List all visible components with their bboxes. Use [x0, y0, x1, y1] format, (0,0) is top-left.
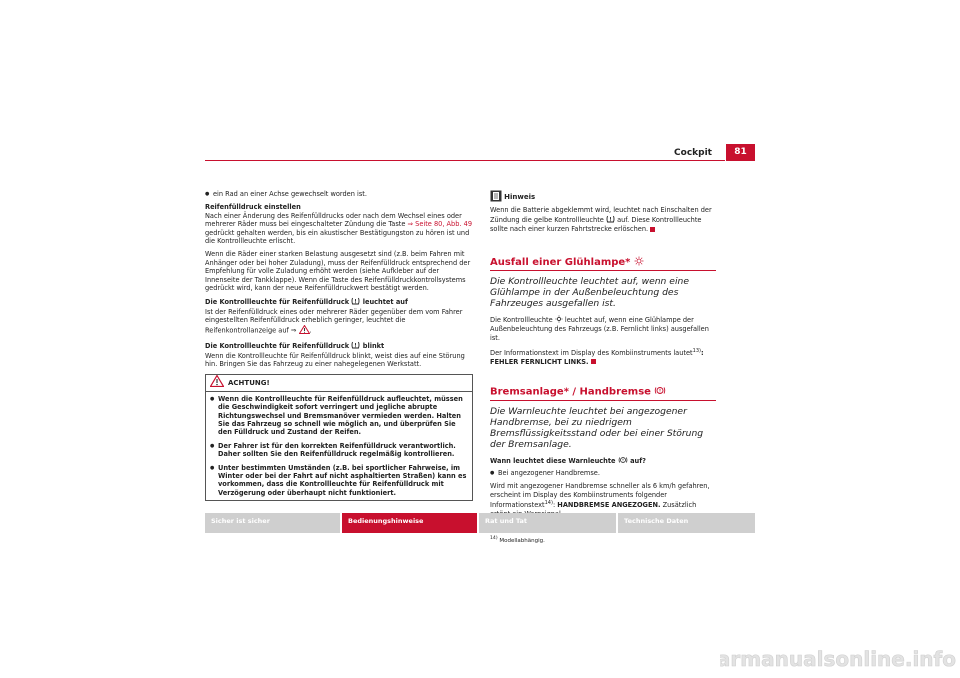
section-heading-bulb: Ausfall einer Glühlampe* — [490, 256, 716, 271]
link-page-80[interactable]: ⇒ Seite 80, Abb. 49 — [407, 220, 473, 229]
page-title: Cockpit — [674, 148, 712, 158]
tire-pressure-icon — [606, 215, 615, 225]
warning-header: ACHTUNG! — [206, 375, 472, 390]
end-mark — [591, 359, 596, 364]
section-subtitle-bulb: Die Kontrollleuchte leuchtet auf, wenn eine Glühlampe in der Außenbeleuchtung des Fahrzeuges ausgefallen ist. — [490, 276, 689, 310]
footer-tab-operation[interactable]: Bedienungshinweise — [342, 513, 477, 533]
warning-item: ● Der Fahrer ist für den korrekten Reifenfülldruck verantwortlich. Daher sollten Sie den Reifenfülldruck regelmäßig kontrollieren. — [210, 442, 468, 459]
heading-set-pressure: Reifenfülldruck einstellen — [205, 203, 301, 212]
info-icon — [490, 190, 502, 204]
page-number: 81 — [726, 144, 755, 161]
paragraph-bulb-1: Die Kontrollleuchte leuchtet auf, wenn eine Glühlampe der Außenbeleuchtung des Fahrzeugs (z.B. Fernlicht links) ausgefallen ist. — [490, 316, 709, 342]
warning-box — [205, 374, 473, 501]
heading-brake-when: Wann leuchtet diese Warnleuchte auf? — [490, 456, 646, 465]
bulb-icon — [555, 315, 563, 325]
paragraph-light-on: Ist der Reifenfülldruck eines oder mehrerer Räder gegenüber dem vom Fahrer eingestellten Reifenfülldruck erheblich geringer, leuchtet die Reifenkontrollanzeige auf ⇒ . — [205, 307, 463, 335]
watermark-logo — [720, 644, 960, 674]
bullet-axle: ● ein Rad an einer Achse gewechselt worden ist. — [205, 190, 473, 198]
end-mark — [650, 227, 655, 232]
heading-light-on: Die Kontrollleuchte für Reifenfülldruck leuchtet auf — [205, 298, 408, 307]
note-header: Hinweis — [490, 190, 716, 204]
paragraph-load: Wenn die Räder einer starken Belastung ausgesetzt sind (z.B. beim Fahren mit Anhänger oder bei hoher Zuladung), muss der Reifenfülldruck entsprechend der Empfehlung für volle Zuladung erhöht werden (siehe Aufkleber auf der Innenseite der Tankklappe). Wenn die Taste des Reifenfülldruckkontrollsystems gedrückt wird, kann der neue Reifenfülldruckwert bestätigt werden. — [205, 250, 471, 293]
bullet-handbrake: ● Bei angezogener Handbremse. — [490, 469, 716, 477]
bulb-icon — [634, 256, 644, 268]
section-subtitle-brake: Die Warnleuchte leuchtet bei angezogener Handbremse, bei zu niedrigem Bremsflüssigkeitsstand oder bei einer Störung der Bremsanlage. — [490, 405, 704, 450]
paragraph-bulb-2: Der Informationstext im Display des Kombiinstruments lautet$^{13)}$: FEHLER FERNLICHT LINKS. — [490, 348, 704, 366]
paragraph-light-blink: Wenn die Kontrollleuchte für Reifenfülldruck blinkt, weist dies auf eine Störung hin. Bringen Sie das Fahrzeug zu einer nahegelegenen Werkstatt. — [205, 351, 465, 368]
paragraph-set-pressure: Nach einer Änderung des Reifenfülldrucks oder nach dem Wechsel eines oder mehrerer Räder muss bei eingeschalteter Zündung die Taste ⇒ Seite 80, Abb. 49 gedrückt gehalten werden, bis ein akustischer Bestätigungston zu hören ist und die Kontrollleuchte erlischt. — [205, 211, 473, 246]
paragraph-brake: Wird mit angezogener Handbremse schneller als 6 km/h gefahren, erscheint im Display des Kombiinstruments folgender Informationstext$^{14)}$: HANDBREMSE ANGEZOGEN. Zusätzlich — [490, 482, 710, 510]
right-column — [490, 190, 716, 545]
footer-tab-technical[interactable]: Technische Daten — [618, 513, 755, 533]
watermark-text: carmanualsonline.info — [720, 647, 956, 671]
heading-light-blink: Die Kontrollleuchte für Reifenfülldruck blinkt — [205, 342, 385, 351]
brake-warning-icon — [618, 456, 628, 466]
header-rule — [205, 160, 725, 161]
footnote-14: $^{14)}$ Modellabhängig. — [490, 536, 545, 544]
left-column — [205, 190, 473, 501]
warning-triangle-icon — [299, 325, 310, 336]
footer-tab-safety[interactable]: Sicher ist sicher — [205, 513, 340, 533]
brake-warning-icon — [654, 386, 666, 397]
tire-pressure-icon — [351, 297, 360, 307]
warning-item: ● Wenn die Kontrollleuchte für Reifenfülldruck aufleuchtet, müssen die Geschwindigkeit sofort verringert und jegliche abrupte Richtungswechsel und Bremsmanöver vermieden werden. Halten Sie das Fahrzeug so schnell wie möglich an, und überprüfen Sie den Fülldruck und Zustand der Reifen. — [210, 395, 468, 437]
warning-triangle-icon — [210, 375, 224, 389]
tire-pressure-icon — [351, 341, 360, 351]
section-heading-brake: Bremsanlage* / Handbremse — [490, 386, 716, 400]
footer-tab-advice[interactable]: Rat und Tat — [479, 513, 616, 533]
note-paragraph: Wenn die Batterie abgeklemmt wird, leuchtet nach Einschalten der Zündung die gelbe Kontrollleuchte auf. Diese Kontrollleuchte sollte nach einer kurzen Fahrtstrecke erlöschen. — [490, 206, 712, 234]
warning-body — [206, 391, 472, 500]
warning-item: ● Unter bestimmten Umständen (z.B. bei sportlicher Fahrweise, im Winter oder bei der Fahrt auf nicht asphaltierten Straßen) kann es vorkommen, dass die Kontrollleuchte für Reifenfülldruck mit Verzögerung oder überhaupt nicht funktioniert. — [210, 464, 468, 498]
